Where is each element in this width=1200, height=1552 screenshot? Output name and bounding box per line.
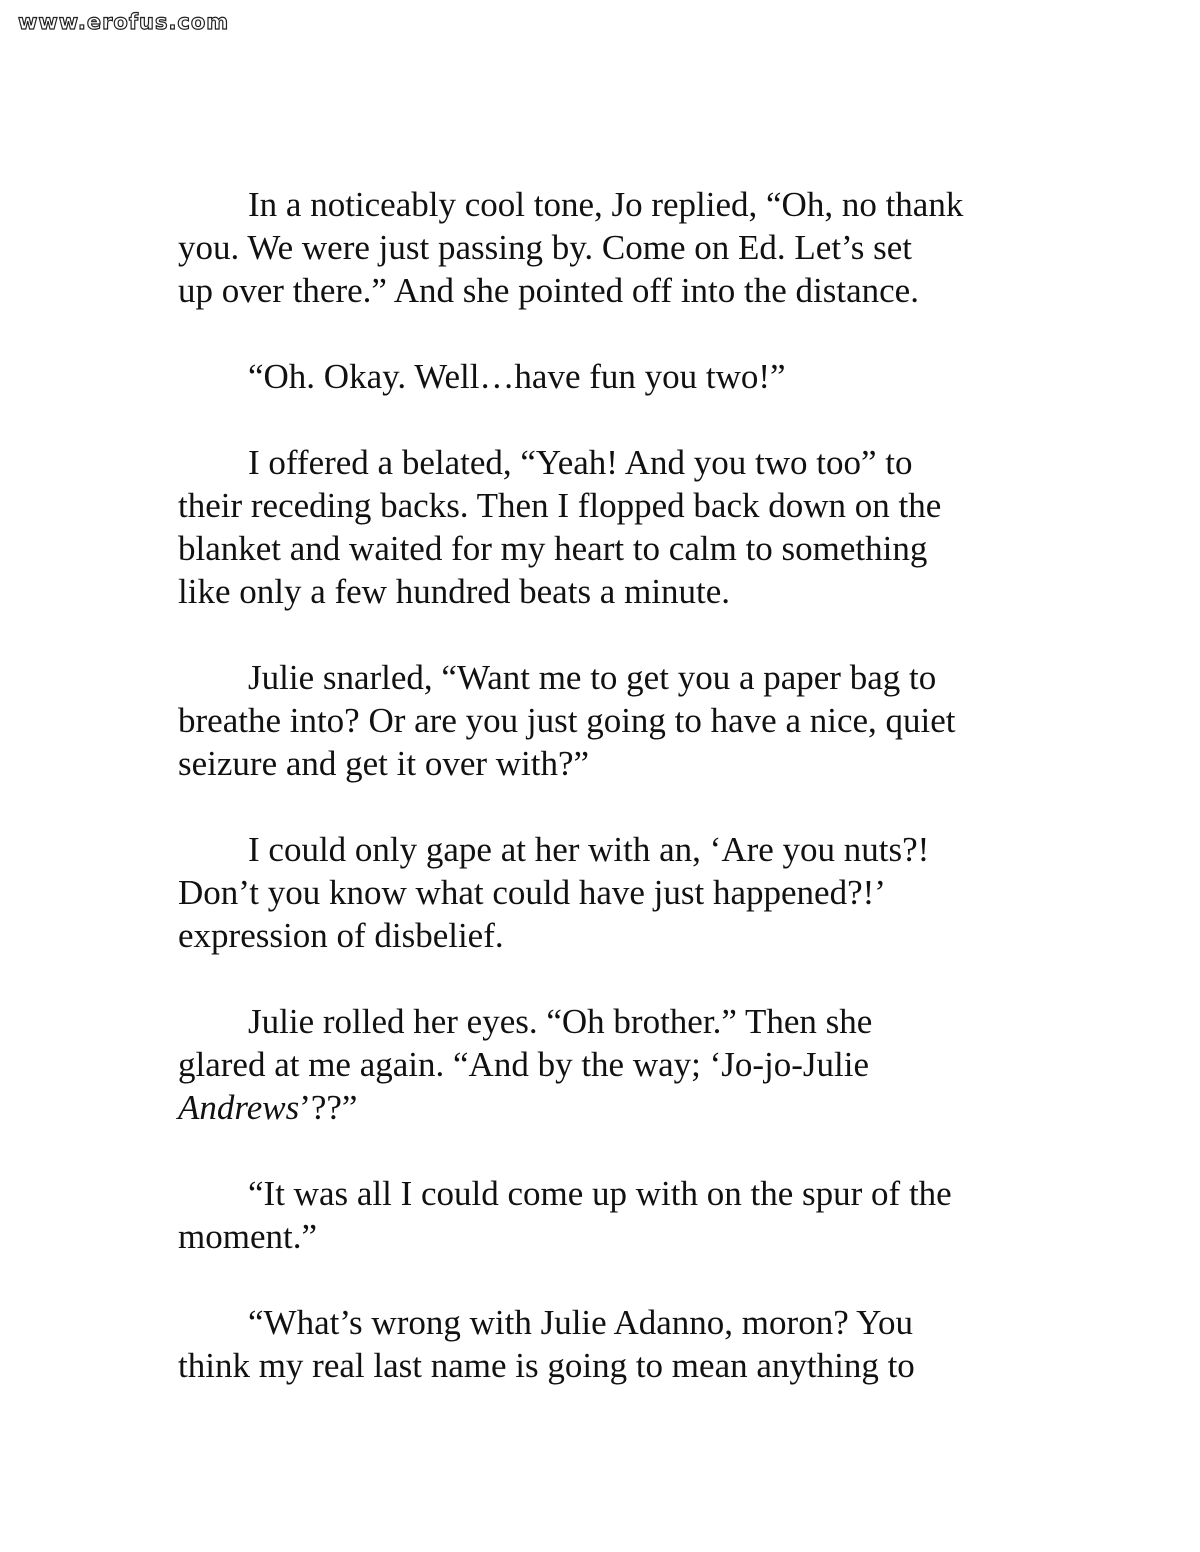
paragraph-2 [178, 355, 1038, 398]
page-body [178, 183, 1038, 1430]
text-line: I offered a belated, “Yeah! And you two too” to [248, 443, 913, 482]
text-line-with-italic [178, 1086, 1038, 1129]
text-line: Don’t you know what could have just happened?!’ [178, 873, 886, 912]
text-line: “Oh. Okay. Well…have fun you two!” [248, 357, 786, 396]
paragraph-6 [178, 1000, 1038, 1129]
text-line: Julie rolled her eyes. “Oh brother.” Then she [248, 1002, 873, 1041]
paragraph-8 [178, 1301, 1038, 1387]
italic-name: Andrews [178, 1088, 300, 1127]
text-line: blanket and waited for my heart to calm to something [178, 529, 928, 568]
text-line: you. We were just passing by. Come on Ed. Let’s set [178, 228, 913, 267]
closing-punctuation: ’??” [299, 1088, 358, 1127]
text-line: like only a few hundred beats a minute. [178, 572, 731, 611]
paragraph-3 [178, 441, 1038, 613]
paragraph-5 [178, 828, 1038, 957]
text-line: their receding backs. Then I flopped back down on the [178, 486, 942, 525]
text-line: up over there.” And she pointed off into the distance. [178, 271, 919, 310]
text-line: “It was all I could come up with on the spur of the [248, 1174, 952, 1213]
paragraph-1 [178, 183, 1038, 312]
text-line: breathe into? Or are you just going to have a nice, quiet [178, 701, 956, 740]
text-line: think my real last name is going to mean anything to [178, 1346, 915, 1385]
text-line: expression of disbelief. [178, 916, 504, 955]
paragraph-4 [178, 656, 1038, 785]
text-line: seizure and get it over with?” [178, 744, 590, 783]
text-line: glared at me again. “And by the way; ‘Jo-jo-Julie [178, 1045, 870, 1084]
text-line: I could only gape at her with an, ‘Are you nuts?! [248, 830, 930, 869]
text-line: “What’s wrong with Julie Adanno, moron? You [248, 1303, 913, 1342]
site-watermark: www.erofus.com [18, 10, 230, 34]
paragraph-7 [178, 1172, 1038, 1258]
text-line: In a noticeably cool tone, Jo replied, “Oh, no thank [248, 185, 964, 224]
text-line: Julie snarled, “Want me to get you a paper bag to [248, 658, 937, 697]
text-line: moment.” [178, 1217, 317, 1256]
